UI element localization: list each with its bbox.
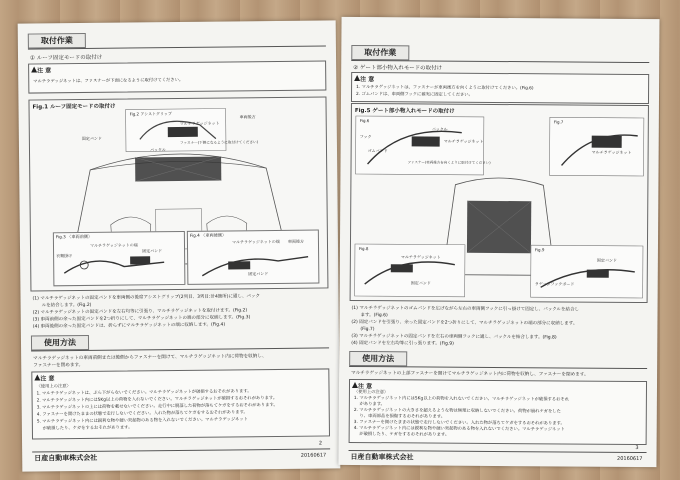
caution-line: が破損したり、ケガをするおそれがあります。	[353, 431, 450, 438]
fig9-label: Fig.9	[534, 247, 545, 253]
caution-line: 2. マルチラゲッジネット内には5Kg以上の荷物を入れないでください。マルチラゲッジネットが破損するおそれがあります。	[36, 395, 278, 404]
caution-line: 1. マルチラゲッジネット内には5Kg以上の荷物を入れないでください。マルチラゲッジネットが破損するおそれ	[353, 395, 570, 403]
caution-line: 2. マルチラゲッジネットの大きさを超えるような物は無理に収納しないでください。荷物が崩れケガをした	[353, 407, 561, 415]
tailgate-illustration	[351, 104, 648, 302]
page-number: 3	[635, 444, 639, 451]
figure-box-gate-mode	[350, 103, 649, 303]
caution-line: 4. ファスナーを開けたままの状態で走行しないでください。入れた物が落ちてケガをするおそれがあります。	[36, 410, 248, 418]
caution-line: があります。	[353, 401, 385, 408]
fig9-hook-label: ラゲッジフックボード	[534, 281, 575, 287]
step-line: (4) 車両後側の余った固定バンドは、折らずにマルチラゲッジネットの端に収納します。(Fig.4)	[32, 322, 226, 330]
caution-title: 注 意	[40, 375, 55, 383]
figure-title: Fig.1 ルーフ固定モードの取付け	[32, 103, 116, 111]
inset-fig3-label: Fig.3 〈車両前側〉	[55, 233, 93, 240]
fig7-net-label: マルチラゲッジネット	[591, 149, 632, 155]
inset-fig4-label: Fig.4 〈車両後側〉	[189, 232, 227, 238]
callout-buckle: バックル	[149, 147, 166, 153]
fig3-drawing	[54, 232, 185, 285]
caution-line: 5. マルチラゲッジネット内には鋭利な物や硬い突起物のある物を入れないでください。マルチラゲッジネット	[36, 417, 248, 425]
fig3-hook-label: 衣類掛け	[56, 253, 73, 259]
step-line: (1) マルチラゲッジネットの固定バンドを車両側の後席アシストグリップ(2列目、3列目:計4箇所)に通し、バック	[32, 294, 261, 302]
step-line: (3) マルチラゲッジネットの固定バンドを左右の車両側フックに通し、バックルを結合します。(Fig.8)	[351, 333, 557, 341]
caution-line: 4. マルチラゲッジネット内には鋭利な物や硬い突起物のある物を入れないでください。マルチラゲッジネット	[353, 425, 565, 433]
step-line: (2) 固定バンドを引張り、余った固定バンドを2つ折りにして、マルチラゲッジネットの端の部分に収納します。	[351, 319, 578, 327]
callout-net: マルチラゲッジネット	[443, 138, 484, 144]
document-date: 20160617	[300, 452, 327, 459]
step-line: ます。(Fig.6)	[351, 312, 388, 319]
section-heading-installation: 取付作業	[351, 45, 409, 60]
subheading-roof-mode: ① ルーフ固定モードの取付け	[29, 54, 103, 62]
fig8-band-label: 固定バンド	[410, 280, 431, 286]
caution-title: 注 意	[360, 76, 375, 84]
fig9-band-label: 固定バンド	[596, 257, 617, 263]
caution-line: 1. マルチラゲッジネットは、ファスナーが車両後方を向くように取付けてください。(Fig.6)	[356, 84, 534, 92]
callout-fix-band: 固定バンド	[81, 135, 102, 142]
caution-line: り、車両部品を損傷するおそれがあります。	[353, 413, 446, 420]
fig3-band-label: 固定バンド	[142, 248, 163, 254]
usage-caution-box	[31, 368, 330, 439]
inset-fig3	[53, 231, 186, 286]
fig6-label: Fig.6	[359, 118, 370, 124]
section-heading-usage: 使用方法	[349, 351, 407, 366]
company-name: 日産自動車株式会社	[34, 453, 98, 463]
usage-text: ファスナーを閉めます。	[33, 363, 84, 369]
section-heading-usage: 使用方法	[31, 335, 89, 351]
caution-line: 3. ファスナーを開けたままの状態で走行しないでください。入れた物が落ちてケガをするおそれがあります。	[353, 419, 565, 427]
section-rule	[349, 366, 647, 369]
callout-buckle: バックル	[431, 126, 448, 132]
document-date: 20160617	[617, 455, 643, 463]
figure-box-roof-mode	[28, 96, 328, 291]
caution-line: 〈使用上の注意〉	[36, 384, 71, 390]
usage-text: マルチラゲッジネットの上部ファスナーを開けてマルチラゲッジネット内に荷物を収納し、ファスナーを閉めます。	[351, 370, 589, 378]
fig7-label: Fig.7	[553, 119, 564, 125]
page-number: 2	[318, 440, 323, 447]
subheading-gate-mode: ② ゲート部小物入れモードの取付け	[353, 64, 443, 72]
step-line: (2) マルチラゲッジネットの固定バンドを左右均等に引張り、マルチラゲッジネットを取付けます。(Fig.2)	[32, 308, 248, 316]
caution-line: 2. ゴムバンドは、車両側フックに確実に固定してください。	[356, 91, 473, 98]
callout-fastener: ファスナー(車両後方を向くように取付けてください)	[407, 160, 491, 165]
callout-hook: フック	[359, 134, 372, 140]
usage-text: マルチラゲッジネットの車両前側または後側からファスナーを開けて、マルチラゲッジネット内に荷物を収納し、	[33, 354, 267, 362]
callout-fig2: Fig.2 アシストグリップ	[129, 111, 172, 117]
callout-rubber-band: ゴムバンド	[367, 148, 388, 154]
fig4-band-label: 固定バンド	[248, 271, 269, 277]
caution-box	[28, 60, 326, 93]
step-line: (4) 固定バンドを左右均等に引っ張ります。(Fig.9)	[351, 340, 454, 347]
figure-title: Fig.5 ゲート部小物入れモードの取付け	[354, 107, 455, 115]
caution-line: 1. マルチラゲッジネットは、ぶら下がらないでください。マルチラゲッジネットが破損するおそれがあります。	[36, 389, 252, 397]
step-line: (1) マルチラゲッジネットのゴムバンドを広げながら左右の車両側フックに引っ掛けて固定し、バックルを結合し	[351, 305, 580, 313]
step-line: (Fig.7)	[351, 326, 375, 333]
caution-line: 〈使用上の注意〉	[353, 389, 389, 396]
fig4-net-label: マルチラゲッジネットの端	[231, 238, 280, 245]
section-heading-installation: 取付作業	[28, 33, 86, 49]
callout-rear: 車両後方	[239, 114, 256, 120]
caution-title: 注 意	[357, 383, 373, 391]
usage-caution-box	[349, 379, 647, 445]
caution-box	[351, 72, 649, 104]
step-line: ルを結合します。(Fig.2)	[32, 302, 92, 309]
instruction-page-right	[338, 17, 659, 467]
caution-title: 注 意	[37, 67, 52, 75]
caution-line: 3. マルチラゲッジネットの上には荷物を載せないでください。走行中に脱落した荷物が落ちてケガをするおそれがあります。	[36, 402, 278, 411]
callout-fastener: ファスナー(下側になるように取付けてください)	[179, 140, 259, 145]
caution-text: マルチラゲッジネットは、ファスナーが下面になるように取付けてください。	[33, 77, 184, 85]
step-line: (3) 車両前側の余った固定バンドを2つ折りにして、マルチラゲッジネットの端の部分に収納します。(Fig.3)	[32, 315, 251, 323]
company-name: 日産自動車株式会社	[350, 452, 414, 462]
fig8-label: Fig.8	[358, 246, 369, 252]
fig8-net-label: マルチラゲッジネット	[400, 254, 441, 260]
footer-rule	[32, 448, 330, 452]
callout-net: マルチラゲッジネット	[179, 120, 220, 126]
inset-fig4	[187, 230, 320, 285]
instruction-page-left	[18, 20, 341, 471]
fig4-rear-label: 車両後方	[287, 238, 304, 244]
fig3-net-label: マルチラゲッジネットの端	[89, 242, 138, 248]
caution-line: が破損したり、ケガをするおそれがあります。	[36, 425, 133, 432]
